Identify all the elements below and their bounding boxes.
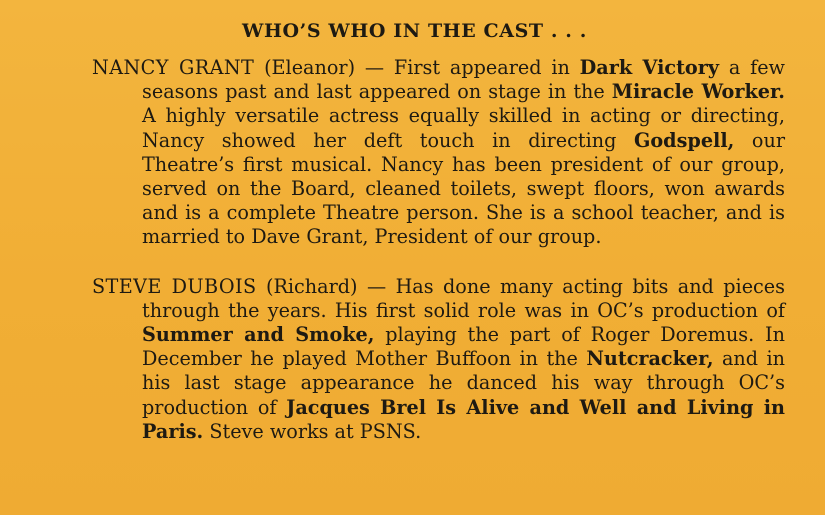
play-title-summer-and-smoke: Summer and Smoke, [142, 323, 375, 347]
cast-dash: — [366, 274, 387, 298]
play-title-godspell: Godspell, [634, 128, 735, 152]
play-title-jacques-brel: Jacques Brel Is Alive and Well and Living in Paris. [142, 395, 785, 443]
cast-dash: — [364, 56, 385, 79]
cast-bio-text: First appeared in [393, 56, 580, 79]
cast-bio-text: our Theatre’s first musical. Nancy has been president of our group, served on the Board, cleaned toilets, swept floors, won awards and is a complete Theatre person. She is a school teacher, and is married to Dave Grant, President of our group. [142, 128, 785, 249]
play-title-dark-victory: Dark Victory [579, 56, 719, 79]
cast-name: NANCY GRANT [92, 56, 255, 79]
cast-role: (Richard) [265, 274, 358, 298]
cast-name: STEVE DUBOIS [92, 274, 257, 298]
cast-bio-text: Steve works at PSNS. [203, 419, 422, 443]
cast-role: (Eleanor) [264, 56, 356, 79]
cast-entry-nancy-grant [92, 56, 785, 250]
play-title-miracle-worker: Miracle Worker. [611, 80, 785, 104]
cast-bio-text: playing the part of Roger Doremus. In December he played Mother Buffoon in the [142, 323, 785, 371]
section-heading: WHO’S WHO IN THE CAST . . . [242, 20, 587, 42]
cast-bio-text: and in his last stage appearance he danced his way through OC’s production of [142, 347, 785, 419]
play-title-nutcracker: Nutcracker, [586, 347, 714, 371]
cast-bio-text: A highly versatile actress equally skilled in acting or directing, Nancy showed her deft touch in directing [142, 104, 785, 152]
cast-bio-text: Has done many acting bits and pieces through the years. His first solid role was in OC’s production of [142, 274, 785, 322]
cast-bio-text: a few seasons past and last appeared on stage in the [142, 56, 785, 104]
cast-entry-steve-dubois [92, 275, 785, 444]
